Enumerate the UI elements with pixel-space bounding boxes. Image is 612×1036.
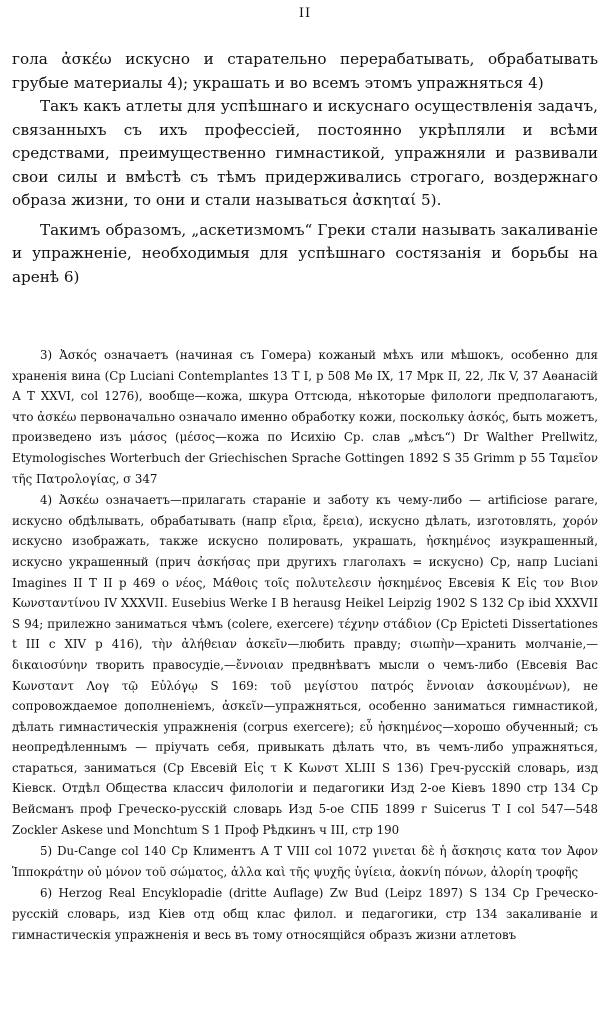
footnote-5: 5) Du-Cange col 140 Ср Климентъ А Т VIII col 1072 γινεται δὲ ἡ ἄσκησις κατα τον Ἀφον Ἱπποκράτην οὐ μόνον τοῦ σώματος, ἀλλα καὶ τῆς ψυχῆς ὑγίεια, ἀοκνίη πόνων, ἀλορίη τροφῆς [12,844,598,879]
paragraph-3: Такимъ образомъ, „аскетизмомъ“ Греки стали называть закаливаніе и упражненіе, необходимыя для успѣшнаго состязанія и борьбы на аренѣ 6) [12,220,598,286]
footnote-4: 4) Ἀσκέω означаетъ—прилагать стараніе и заботу къ чему-либо — artificiose parare, искусно обдѣлывать, обрабатывать (напр εἴρια, ἔρεια), искусно дѣлать, изготовлять, χορόν искусно изображать, также искусно полировать, украшать, ἠσκημένος изукрашенный, искусно украшенный (прич ἀσκήσας при другихъ глаголахъ = искусно) Ср, напр Luciani Imagines II Т II р 469 ο νέος, Μάθοις τοῖς πολυτελεσιν ἠσκημένος Евсевія К Εἰς τον Βιον Κωνσταντίνου IV XXXVII. Eusebius Werke I В herausg Heikel Leipzig 1902 S 132 Ср ibid XXXVII S 94; прилежно заниматься чѣмъ (colere, exercere) τέχνην στάδιον (Ср Epicteti Dissertationes t III c XIV р 416), τὴν ἀλήθειαν ἀσκεῖν—любить правду; σιωπὴν—хранить молчаніе,—δικαιοσύνην творить правосудіе,—ἔννοιαν предвнѣватъ мысли о чемъ-либо (Евсевія Вас Κωνσταντ Λογ τῷ Εὐλόγῳ S 169: τοῦ μεγίστου πατρός ἔννοιαν ἀσκουμένων), не сопровождаемое дополненіемъ, ἀσκεῖν—упражняться, особенно заниматься гимнастикой, дѣлать гимнастическія упражненія (corpus exercere); εὖ ἠσκημένος—хорошо обученный; съ неопредѣленнымъ — пріучать себя, привыкать дѣлать что, въ чемъ-либо упражняться, стараться, заниматься (Ср Евсевій Εἰς τ Κ Κωνστ XLIII S 136) Греч-русскій словарь, изд Кіевск. Отдѣл Общества классич филологіи и педагогики Изд 2-ое Кіевъ 1890 стр 134 Ср Вейсманъ проф Греческо-русскій словарь Изд 5-ое СПБ 1899 г Suicerus Т I col 547—548 Zockler Askese und Monchtum S 1 Проф Рѣдкинъ ч III, стр 190 [12,493,598,837]
footnote-3: 3) Ἀσκός означаетъ (начиная съ Гомера) кожаный мѣхъ или мѣшокъ, особенно для храненія вина (Ср Luciani Contemplantes 13 Т I, р 508 Мѳ IX, 17 Мрк II, 22, Лк V, 37 Аѳанасій А Т XXVI, col 1276), вообще—кожа, шкура Оттсюда, нѣкоторые филологи предполагаютъ, что ἀσκέω первоначально означало именно обработку кожи, поскольку ἀσκός, быть можетъ, произведено изъ μάσος (μέσος—кожа по Исихію Ср. слав „мѣсъ“) Dr Walther Prellwitz, Etymologisches Worterbuch der Griechischen Sprache Gottingen 1892 S 35 Grimm р 55 Ταμεῖον τῆς Πατρολογίας, σ 347 [12,348,598,486]
page-number: II [298,6,312,21]
footnote-6: 6) Herzog Real Encyklopadie (dritte Auflage) Zw Bud (Leipz 1897) S 134 Ср Греческо-русскій словарь, изд Кіев отд общ клас филол. и педагогики, стр 134 закаливаніе и гимнастическія упражненія и весь въ тому относящійся образъ жизни атлетовъ [12,886,598,942]
paragraph-1: гола ἀσκέω искусно и старательно перерабатывать, обрабатывать грубые материалы 4); украшать и во всемъ этомъ упражняться 4) [12,50,598,92]
paragraph-2: Такъ какъ атлеты для успѣшнаго и искуснаго осуществленія задачъ, связанныхъ съ ихъ профессіей, постоянно укрѣпляли и всѣми средствами, преимущественно гимнастикой, упражняли и развивали свои силы и вмѣстѣ съ тѣмъ придерживались строгаго, воздержнаго образа жизни, то они и стали называться ἀσκηταί 5). [12,97,598,209]
footnotes [12,345,598,945]
main-text [12,48,598,289]
